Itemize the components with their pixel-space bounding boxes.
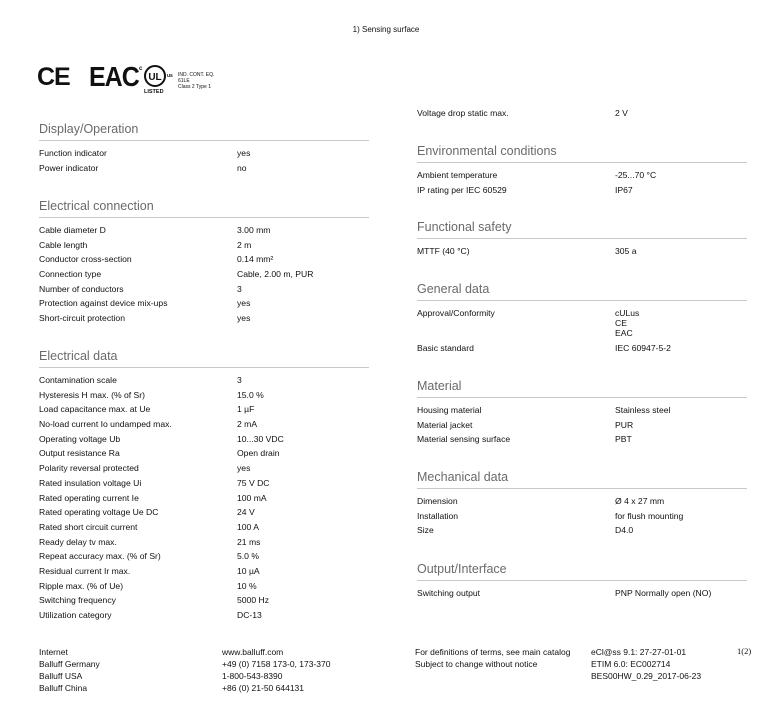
section-environmental-conditions (417, 144, 747, 197)
ul-line-1: IND. CONT. EQ. (178, 72, 215, 78)
spec-row (417, 306, 747, 341)
spec-row (39, 373, 369, 388)
spec-label: Installation (417, 510, 459, 521)
spec-value: 5000 Hz (237, 595, 270, 606)
spec-value: 100 mA (237, 492, 267, 503)
spec-label: Ready delay tv max. (39, 536, 117, 547)
footer-row (415, 670, 735, 682)
section-title: Functional safety (417, 220, 747, 239)
spec-label: Rated insulation voltage Ui (39, 477, 142, 488)
footer-row (39, 658, 369, 670)
spec-value: 2 V (615, 108, 628, 118)
footer-value: BES00HW_0.29_2017-06-23 (591, 671, 702, 681)
ul-listed-text: LISTED (144, 89, 164, 95)
spec-row (39, 461, 369, 476)
spec-label: Dimension (417, 496, 458, 506)
section-title: Material (417, 379, 747, 398)
spec-value: yes (237, 313, 251, 324)
spec-value: 3 (237, 375, 242, 385)
spec-value: no (237, 162, 247, 173)
spec-row (417, 244, 747, 259)
section-title: Mechanical data (417, 470, 747, 489)
spec-row (39, 311, 369, 326)
spec-value: yes (237, 298, 251, 309)
ul-us-text: us (167, 73, 173, 79)
section-title: Electrical connection (39, 199, 369, 218)
section-electrical-data-continued (417, 106, 747, 121)
spec-row (39, 417, 369, 432)
spec-label: Operating voltage Ub (39, 433, 121, 444)
spec-value: 15.0 % (237, 389, 264, 400)
spec-row (39, 535, 369, 550)
spec-value: PNP Normally open (NO) (615, 588, 712, 598)
spec-row (39, 476, 369, 491)
footer-references (415, 646, 735, 682)
section-material (417, 379, 747, 447)
spec-label: Housing material (417, 405, 482, 415)
spec-row (417, 183, 747, 198)
eac-mark-logo: EAC (89, 61, 139, 93)
footer-value: +49 (0) 7158 173-0, 173-370 (222, 659, 331, 669)
footer-label: Internet (39, 647, 68, 657)
spec-row (39, 579, 369, 594)
spec-label: Approval/Conformity (417, 308, 495, 318)
spec-label: Material sensing surface (417, 434, 511, 445)
spec-row (417, 432, 747, 447)
spec-label: Ripple max. (% of Ue) (39, 580, 124, 591)
spec-row (39, 282, 369, 297)
footer-label: Balluff USA (39, 671, 83, 681)
footer-value: 1-800-543-8390 (222, 671, 283, 681)
spec-label: Cable length (39, 239, 88, 250)
spec-label: Conductor cross-section (39, 254, 132, 265)
spec-value: 75 V DC (237, 477, 270, 488)
spec-row (39, 593, 369, 608)
footer-label: Balluff China (39, 683, 88, 693)
spec-value: 24 V (237, 507, 255, 518)
section-electrical-connection (39, 199, 369, 326)
spec-label: Switching output (417, 588, 481, 598)
spec-label: Output resistance Ra (39, 448, 120, 459)
section-output-interface (417, 562, 747, 601)
spec-value: 100 A (237, 521, 259, 532)
ce-mark-logo: CE (37, 63, 70, 91)
spec-label: Hysteresis H max. (% of Sr) (39, 389, 146, 400)
section-functional-safety (417, 220, 747, 259)
ul-c-text: c (139, 66, 143, 72)
spec-row (39, 402, 369, 417)
spec-value (615, 308, 639, 338)
spec-label: Ambient temperature (417, 170, 498, 180)
spec-value: Open drain (237, 448, 280, 459)
spec-label: Polarity reversal protected (39, 463, 139, 474)
spec-label: Repeat accuracy max. (% of Sr) (39, 551, 161, 562)
spec-row (39, 238, 369, 253)
footer-label: For definitions of terms, see main catalog (415, 647, 571, 657)
approval-value: EAC (615, 328, 633, 338)
footer-label: Subject to change without notice (415, 659, 538, 669)
ul-listed-logo (139, 63, 264, 97)
spec-label: MTTF (40 °C) (417, 246, 470, 256)
spec-row (417, 523, 747, 538)
spec-row (39, 491, 369, 506)
spec-row (39, 446, 369, 461)
spec-value: 0.14 mm² (237, 254, 274, 265)
approval-value: cULus (615, 308, 640, 318)
spec-label: Protection against device mix-ups (39, 298, 168, 309)
section-display-operation (39, 122, 369, 175)
spec-value: 305 a (615, 246, 637, 256)
spec-row (417, 494, 747, 509)
spec-label: No-load current Io undamped max. (39, 419, 172, 430)
spec-label: Material jacket (417, 419, 473, 430)
spec-label: Function indicator (39, 148, 107, 158)
spec-value: 3.00 mm (237, 225, 271, 235)
footer-label: Balluff Germany (39, 659, 100, 669)
section-title: Display/Operation (39, 122, 369, 141)
spec-label: Number of conductors (39, 283, 124, 294)
spec-value: 10...30 VDC (237, 433, 284, 444)
spec-row (39, 161, 369, 176)
spec-value: for flush mounting (615, 510, 684, 521)
spec-value: Stainless steel (615, 405, 671, 415)
spec-label: Power indicator (39, 162, 99, 173)
spec-row (39, 505, 369, 520)
spec-value: 2 m (237, 239, 252, 250)
section-electrical-data (39, 349, 369, 623)
section-title: Environmental conditions (417, 144, 747, 163)
section-title: General data (417, 282, 747, 301)
spec-value: Cable, 2.00 m, PUR (237, 269, 314, 280)
section-title: Electrical data (39, 349, 369, 368)
spec-row (417, 586, 747, 601)
spec-row (417, 403, 747, 418)
spec-row (39, 267, 369, 282)
spec-value: 3 (237, 283, 242, 294)
spec-row (39, 252, 369, 267)
spec-value: 1 µF (237, 404, 255, 415)
page-number: 1(2) (737, 646, 752, 656)
spec-value: -25...70 °C (615, 170, 657, 180)
spec-value: Ø 4 x 27 mm (615, 496, 665, 506)
footer-row (415, 646, 735, 658)
spec-label: Rated operating current Ie (39, 492, 139, 503)
spec-row (39, 564, 369, 579)
ul-line-2: 61LE (178, 78, 190, 84)
spec-label: Utilization category (39, 610, 112, 620)
figure-caption: 1) Sensing surface (352, 25, 420, 34)
spec-row (39, 520, 369, 535)
spec-label: Switching frequency (39, 595, 116, 606)
spec-label: Size (417, 525, 434, 536)
spec-label: Contamination scale (39, 375, 117, 385)
spec-row (39, 296, 369, 311)
spec-value: 21 ms (237, 536, 261, 547)
spec-label: Load capacitance max. at Ue (39, 404, 151, 415)
spec-value: PBT (615, 434, 632, 445)
spec-row (39, 432, 369, 447)
spec-value: 10 % (237, 580, 257, 591)
spec-value: IEC 60947-5-2 (615, 343, 671, 353)
ul-line-3: Class 2 Type 1 (178, 84, 211, 90)
spec-row (39, 146, 369, 161)
website-link[interactable]: www.balluff.com (222, 647, 284, 657)
spec-value: DC-13 (237, 610, 262, 620)
spec-value: IP67 (615, 184, 633, 195)
spec-label: Connection type (39, 269, 102, 280)
spec-value: PUR (615, 419, 634, 430)
spec-label: Rated short circuit current (39, 521, 138, 532)
footer-value: ETIM 6.0: EC002714 (591, 659, 671, 669)
spec-row (39, 608, 369, 623)
approval-value: CE (615, 318, 627, 328)
spec-row (417, 418, 747, 433)
footer-row (39, 682, 369, 694)
spec-value: yes (237, 148, 251, 158)
section-mechanical-data (417, 470, 747, 538)
spec-value: yes (237, 463, 251, 474)
spec-label: Short-circuit protection (39, 313, 125, 324)
spec-row (39, 223, 369, 238)
footer-row (39, 646, 369, 658)
spec-row (417, 341, 747, 356)
spec-label: Rated operating voltage Ue DC (39, 507, 159, 518)
spec-value: D4.0 (615, 525, 634, 536)
footer-value: +86 (0) 21-50 644131 (222, 683, 304, 693)
section-general-data (417, 282, 747, 356)
spec-label: IP rating per IEC 60529 (417, 184, 507, 195)
section-title: Output/Interface (417, 562, 747, 581)
spec-row (39, 388, 369, 403)
ul-circle: UL (144, 65, 166, 87)
footer-contacts (39, 646, 369, 694)
spec-value: 5.0 % (237, 551, 259, 562)
spec-value: 10 µA (237, 565, 260, 576)
spec-label: Cable diameter D (39, 225, 106, 235)
footer-row (39, 670, 369, 682)
spec-value: 2 mA (237, 419, 258, 430)
spec-label: Voltage drop static max. (417, 108, 509, 118)
spec-label: Basic standard (417, 343, 474, 353)
spec-label: Residual current Ir max. (39, 565, 131, 576)
spec-row (417, 168, 747, 183)
spec-row (417, 509, 747, 524)
footer-value: eCl@ss 9.1: 27-27-01-01 (591, 647, 687, 657)
footer-row (415, 658, 735, 670)
spec-row (417, 106, 747, 121)
spec-row (39, 549, 369, 564)
